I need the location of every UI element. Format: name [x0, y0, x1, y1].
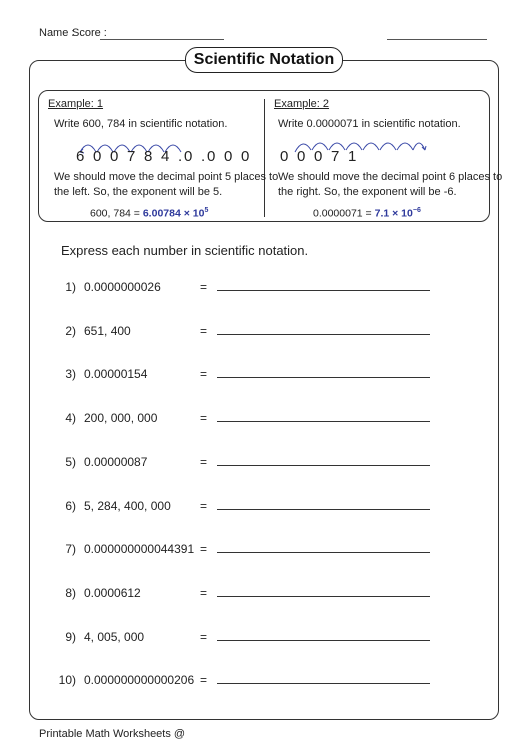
equals-sign: =	[200, 673, 208, 688]
example1-digit: 0	[241, 148, 250, 165]
question-value: 0.0000612	[84, 585, 141, 600]
example1-explanation-line2: the left. So, the exponent will be 5.	[54, 186, 223, 198]
question-value: 0.0000000026	[84, 280, 161, 294]
example1-result-value: 6.00784 × 10	[142, 207, 205, 220]
answer-blank[interactable]	[217, 421, 430, 422]
question-row	[50, 499, 440, 515]
answer-blank[interactable]	[217, 290, 430, 291]
example2-heading: Example: 2	[274, 98, 330, 110]
question-value: 0.00000087	[84, 454, 148, 469]
score-label: Score :	[72, 27, 107, 39]
example2-digit: 7	[331, 148, 340, 165]
question-value: 0.000000000044391	[84, 542, 195, 557]
equals-sign: =	[200, 323, 208, 338]
question-number: 4)	[65, 411, 76, 426]
question-number: 10)	[58, 673, 76, 688]
example2-result-value: 7.1 × 10	[374, 207, 413, 220]
equals-sign: =	[200, 367, 208, 382]
answer-blank[interactable]	[217, 334, 430, 335]
question-value: 0.000000000000206	[84, 673, 195, 688]
page-title: Scientific Notation	[185, 47, 343, 73]
question-row	[50, 367, 440, 383]
example2-digit: 1	[348, 148, 357, 165]
answer-blank[interactable]	[217, 640, 430, 641]
example1-digit: 0	[110, 148, 119, 165]
example2-digits	[280, 148, 365, 165]
answer-blank[interactable]	[217, 552, 430, 553]
example1-digit: 7	[127, 148, 136, 165]
example1-explanation-line1: We should move the decimal point 5 places to	[54, 171, 279, 183]
answer-blank[interactable]	[217, 596, 430, 597]
question-value: 200, 000, 000	[84, 411, 158, 426]
equals-sign: =	[200, 542, 208, 557]
name-label: Name :	[39, 27, 75, 39]
question-value: 4, 005, 000	[84, 629, 145, 644]
footer-text: Printable Math Worksheets @	[39, 728, 186, 740]
question-value: 0.00000154	[84, 367, 148, 382]
example2-result-left: 0.0000071 =	[313, 207, 372, 220]
question-row	[50, 630, 440, 646]
question-value: 651, 400	[84, 323, 131, 338]
example2-prompt: Write 0.0000071 in scientific notation.	[278, 118, 461, 130]
equals-sign: =	[200, 280, 208, 294]
name-line[interactable]	[100, 39, 224, 40]
example2-digit: 0	[297, 148, 306, 165]
question-number: 7)	[65, 542, 76, 557]
example1-prompt: Write 600, 784 in scientific notation.	[54, 118, 228, 130]
example1-digit: 0	[93, 148, 102, 165]
example2-explanation-line2: the right. So, the exponent will be -6.	[278, 186, 457, 198]
score-line[interactable]	[387, 39, 487, 40]
question-row	[50, 280, 440, 296]
equals-sign: =	[200, 585, 208, 600]
question-value: 5, 284, 400, 000	[84, 498, 171, 513]
example1-digit: 0	[224, 148, 233, 165]
example1-digits	[76, 148, 258, 165]
answer-blank[interactable]	[217, 377, 430, 378]
question-row	[50, 324, 440, 340]
question-row	[50, 411, 440, 427]
example2-digit: 0	[314, 148, 323, 165]
example1-digit: 8	[144, 148, 153, 165]
example1-result	[90, 207, 208, 220]
question-number: 9)	[65, 629, 76, 644]
question-row	[50, 455, 440, 471]
example1-result-left: 600, 784 =	[90, 207, 140, 220]
question-number: 6)	[65, 498, 76, 513]
question-row	[50, 586, 440, 602]
equals-sign: =	[200, 498, 208, 513]
question-number: 3)	[65, 367, 76, 382]
question-number: 8)	[65, 585, 76, 600]
example2-result-exp: −6	[412, 207, 421, 214]
examples-divider	[264, 99, 265, 217]
example2-explanation-line1: We should move the decimal point 6 places to	[278, 171, 503, 183]
equals-sign: =	[200, 454, 208, 469]
answer-blank[interactable]	[217, 509, 430, 510]
example1-result-exp: 5	[204, 207, 209, 214]
answer-blank[interactable]	[217, 683, 430, 684]
example1-digit: 0	[207, 148, 216, 165]
question-row	[50, 542, 440, 558]
question-number: 5)	[65, 454, 76, 469]
equals-sign: =	[200, 411, 208, 426]
equals-sign: =	[200, 629, 208, 644]
example1-digit: 0	[184, 148, 193, 165]
instruction-text: Express each number in scientific notation.	[61, 243, 309, 258]
example1-digit: 6	[76, 148, 85, 165]
example1-digit: .	[178, 148, 183, 165]
example1-heading: Example: 1	[48, 98, 104, 110]
question-number: 2)	[65, 323, 76, 338]
example2-result	[313, 207, 421, 220]
example2-digit: 0	[280, 148, 289, 165]
example1-digit: 4	[161, 148, 170, 165]
answer-blank[interactable]	[217, 465, 430, 466]
example1-digit: .	[201, 148, 206, 165]
question-number: 1)	[65, 280, 76, 294]
question-row	[50, 673, 440, 689]
